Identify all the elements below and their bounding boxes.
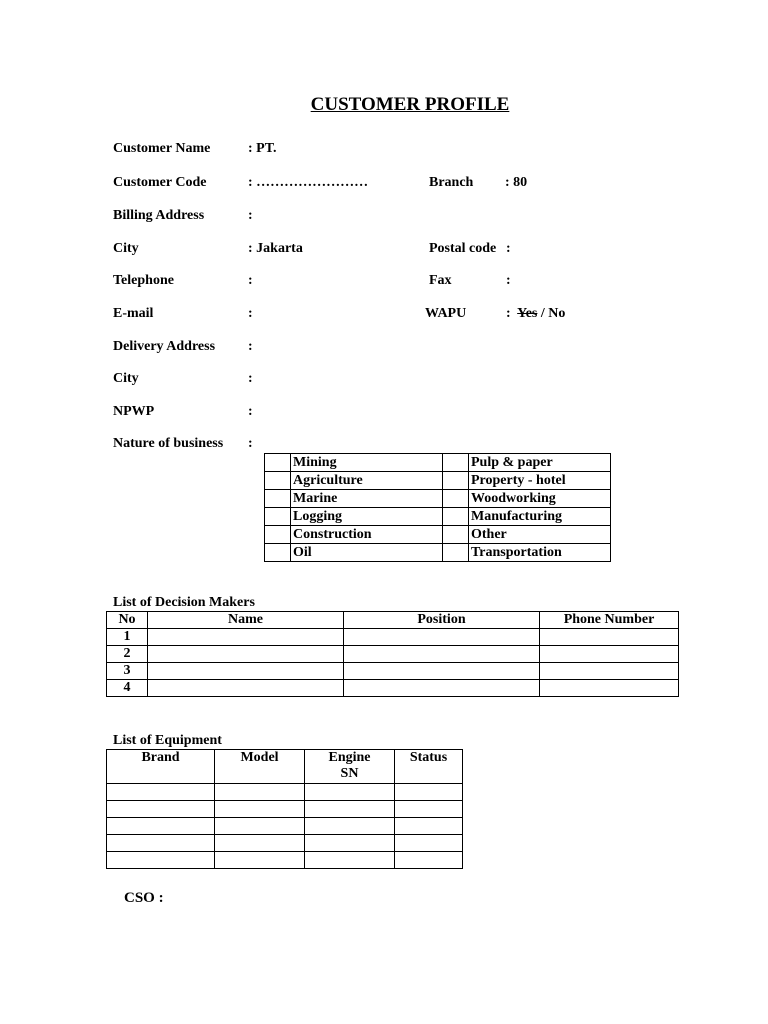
email-value[interactable]: : <box>248 306 253 321</box>
decision-makers-table <box>106 611 679 697</box>
dm-row-number: 2 <box>107 646 148 663</box>
dm-header-phone: Phone Number <box>540 612 679 629</box>
eq-model-cell[interactable] <box>215 852 305 869</box>
dm-phone-cell[interactable] <box>540 629 679 646</box>
wapu-value[interactable] <box>506 306 565 322</box>
business-type-checkbox[interactable] <box>443 472 469 490</box>
eq-brand-cell[interactable] <box>107 801 215 818</box>
nature-of-business-table <box>264 453 611 562</box>
eq-header-status: Status <box>395 750 463 784</box>
eq-engine-sn-cell[interactable] <box>305 784 395 801</box>
dm-phone-cell[interactable] <box>540 646 679 663</box>
dm-name-cell[interactable] <box>148 663 344 680</box>
dm-row-number: 3 <box>107 663 148 680</box>
delivery-address-label: Delivery Address <box>113 339 216 354</box>
table-row <box>107 680 679 697</box>
city-2-label: City <box>113 371 139 386</box>
eq-header-model: Model <box>215 750 305 784</box>
wapu-yes-struck: Yes <box>517 306 538 321</box>
branch-value[interactable]: : 80 <box>505 175 528 190</box>
npwp-value[interactable]: : <box>248 404 253 419</box>
dm-name-cell[interactable] <box>148 629 344 646</box>
business-type-row <box>265 472 611 490</box>
table-row <box>107 663 679 680</box>
eq-status-cell[interactable] <box>395 818 463 835</box>
branch-label: Branch <box>429 175 474 190</box>
dm-position-cell[interactable] <box>344 680 540 697</box>
business-type-checkbox[interactable] <box>265 454 291 472</box>
eq-status-cell[interactable] <box>395 835 463 852</box>
business-type-label: Transportation <box>469 544 611 562</box>
table-row <box>107 852 463 869</box>
fax-label: Fax <box>429 273 452 288</box>
table-row <box>107 818 463 835</box>
business-type-checkbox[interactable] <box>265 472 291 490</box>
dm-header-no: No <box>107 612 148 629</box>
city-label: City <box>113 241 139 256</box>
business-type-row <box>265 454 611 472</box>
business-type-label: Other <box>469 526 611 544</box>
postal-code-label: Postal code <box>429 241 497 256</box>
table-row <box>107 646 679 663</box>
business-type-row <box>265 526 611 544</box>
customer-code-label: Customer Code <box>113 175 207 190</box>
billing-address-label: Billing Address <box>113 208 205 223</box>
eq-brand-cell[interactable] <box>107 852 215 869</box>
eq-status-cell[interactable] <box>395 801 463 818</box>
dm-phone-cell[interactable] <box>540 680 679 697</box>
table-row <box>107 784 463 801</box>
business-type-label: Property - hotel <box>469 472 611 490</box>
nature-of-business-label: Nature of business <box>113 436 224 451</box>
business-type-checkbox[interactable] <box>265 490 291 508</box>
eq-engine-sn-cell[interactable] <box>305 818 395 835</box>
business-type-label: Construction <box>291 526 443 544</box>
eq-brand-cell[interactable] <box>107 835 215 852</box>
city-2-value[interactable]: : <box>248 371 253 386</box>
dm-header-position: Position <box>344 612 540 629</box>
nature-of-business-colon: : <box>248 436 253 451</box>
billing-address-value[interactable]: : <box>248 208 253 223</box>
business-type-checkbox[interactable] <box>265 508 291 526</box>
eq-model-cell[interactable] <box>215 784 305 801</box>
business-type-label: Agriculture <box>291 472 443 490</box>
customer-name-value[interactable]: : PT. <box>248 141 277 156</box>
dm-name-cell[interactable] <box>148 680 344 697</box>
equipment-table <box>106 749 463 869</box>
postal-code-value[interactable]: : <box>506 241 511 256</box>
business-type-label: Marine <box>291 490 443 508</box>
fax-value[interactable]: : <box>506 273 511 288</box>
decision-makers-title: List of Decision Makers <box>113 595 255 610</box>
customer-name-label: Customer Name <box>113 141 211 156</box>
business-type-label: Mining <box>291 454 443 472</box>
business-type-label: Pulp & paper <box>469 454 611 472</box>
business-type-label: Manufacturing <box>469 508 611 526</box>
table-row <box>107 801 463 818</box>
customer-code-value[interactable]: : …………………… <box>248 175 369 190</box>
eq-brand-cell[interactable] <box>107 784 215 801</box>
telephone-value[interactable]: : <box>248 273 253 288</box>
equipment-header-row <box>107 750 463 784</box>
dm-header-name: Name <box>148 612 344 629</box>
business-type-checkbox[interactable] <box>443 544 469 562</box>
business-type-checkbox[interactable] <box>443 508 469 526</box>
dm-name-cell[interactable] <box>148 646 344 663</box>
eq-model-cell[interactable] <box>215 818 305 835</box>
email-label: E-mail <box>113 306 154 321</box>
dm-row-number: 1 <box>107 629 148 646</box>
equipment-title: List of Equipment <box>113 733 222 748</box>
business-type-row <box>265 508 611 526</box>
business-type-checkbox[interactable] <box>443 526 469 544</box>
table-row <box>107 835 463 852</box>
business-type-label: Logging <box>291 508 443 526</box>
business-type-row <box>265 544 611 562</box>
cso-label: CSO : <box>124 890 164 906</box>
eq-engine-sn-cell[interactable] <box>305 852 395 869</box>
wapu-no: / No <box>537 306 566 321</box>
city-value[interactable]: : Jakarta <box>248 241 303 256</box>
wapu-label: WAPU <box>425 306 467 321</box>
business-type-label: Oil <box>291 544 443 562</box>
dm-position-cell[interactable] <box>344 663 540 680</box>
eq-brand-cell[interactable] <box>107 818 215 835</box>
telephone-label: Telephone <box>113 273 174 288</box>
table-row <box>107 629 679 646</box>
eq-engine-sn-cell[interactable] <box>305 801 395 818</box>
business-type-checkbox[interactable] <box>265 544 291 562</box>
eq-status-cell[interactable] <box>395 852 463 869</box>
eq-engine-sn-cell[interactable] <box>305 835 395 852</box>
eq-status-cell[interactable] <box>395 784 463 801</box>
business-type-checkbox[interactable] <box>265 526 291 544</box>
npwp-label: NPWP <box>113 404 155 419</box>
eq-model-cell[interactable] <box>215 801 305 818</box>
eq-model-cell[interactable] <box>215 835 305 852</box>
eq-header-engine-sn: Engine SN <box>305 750 395 784</box>
dm-position-cell[interactable] <box>344 646 540 663</box>
dm-phone-cell[interactable] <box>540 663 679 680</box>
page-title: CUSTOMER PROFILE <box>310 94 510 115</box>
wapu-colon: : <box>506 306 511 321</box>
business-type-checkbox[interactable] <box>443 490 469 508</box>
delivery-address-value[interactable]: : <box>248 339 253 354</box>
decision-makers-header-row <box>107 612 679 629</box>
dm-position-cell[interactable] <box>344 629 540 646</box>
business-type-row <box>265 490 611 508</box>
eq-header-brand: Brand <box>107 750 215 784</box>
business-type-checkbox[interactable] <box>443 454 469 472</box>
dm-row-number: 4 <box>107 680 148 697</box>
business-type-label: Woodworking <box>469 490 611 508</box>
